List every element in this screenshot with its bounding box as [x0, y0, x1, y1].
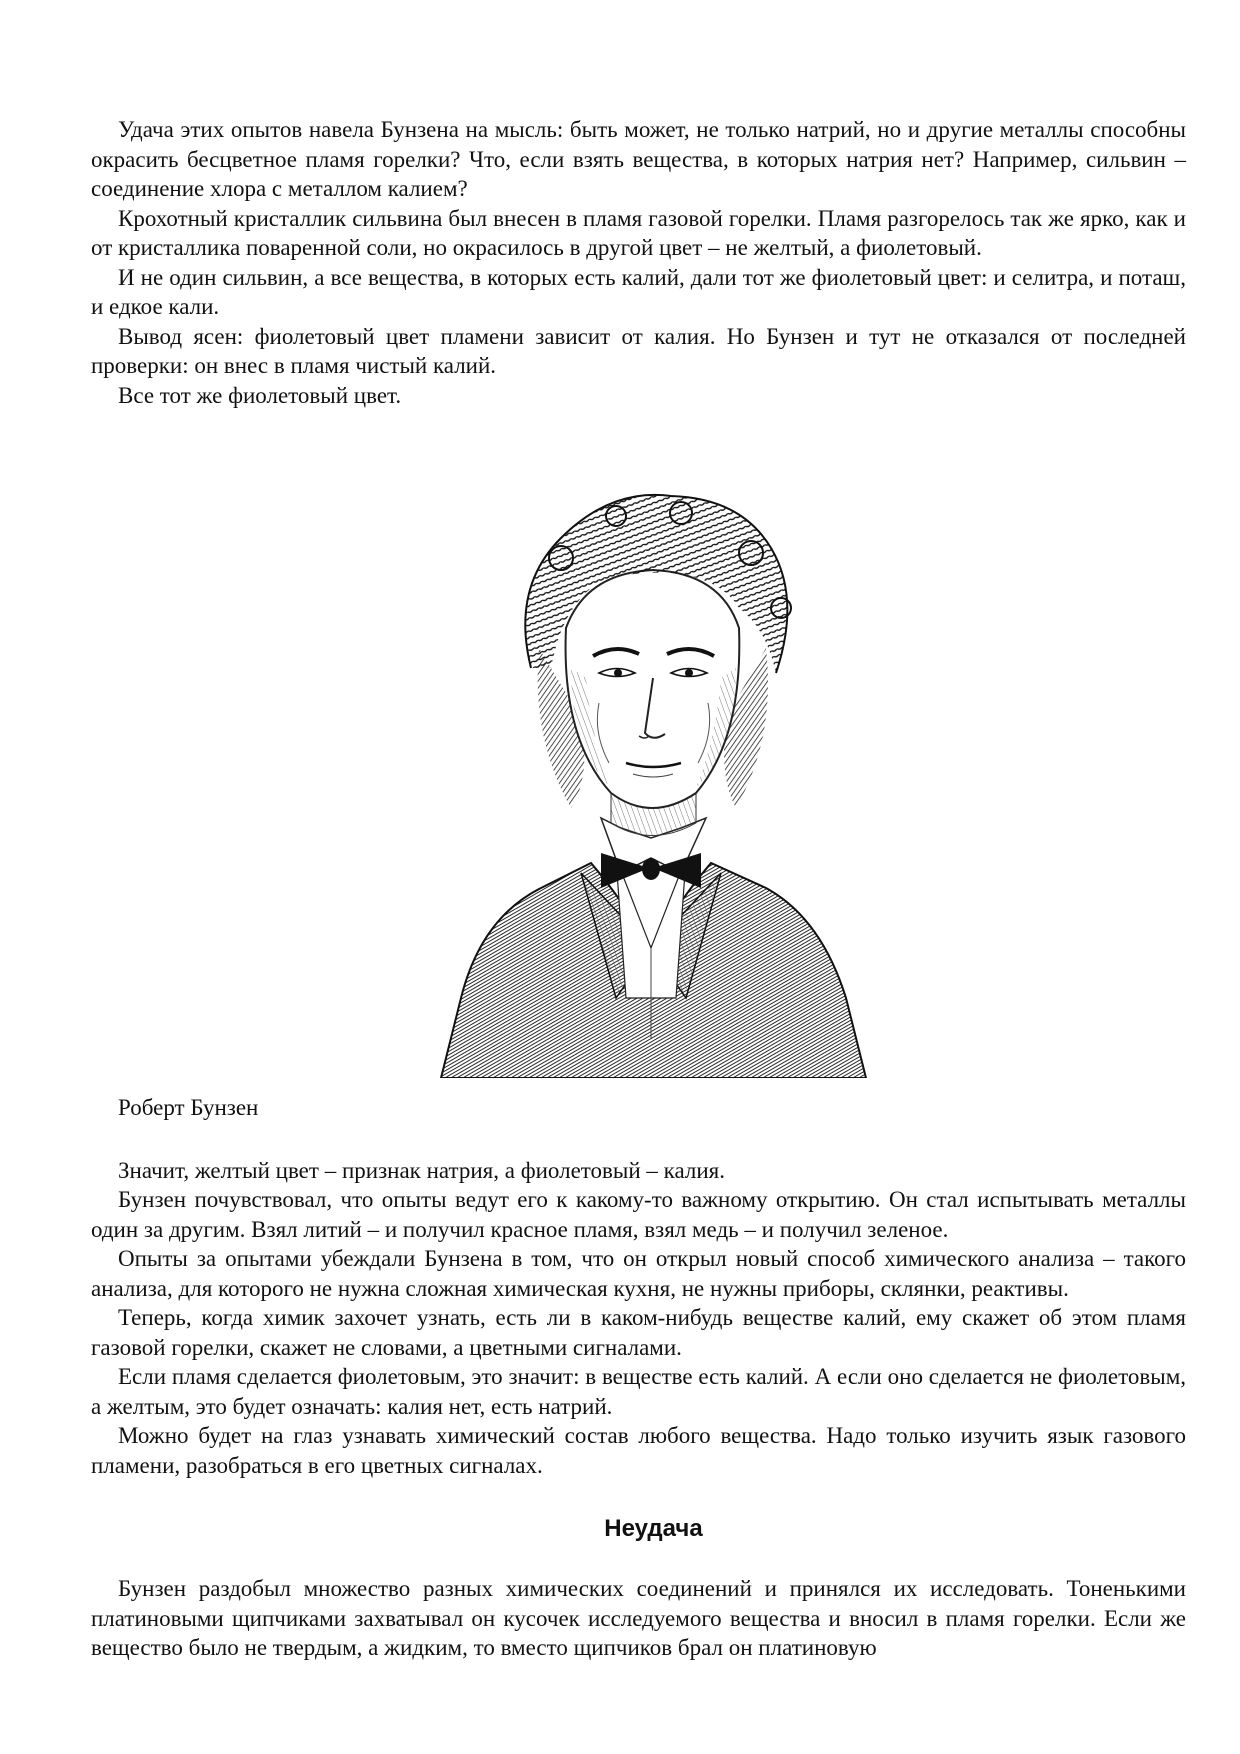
paragraph: И не один сильвин, а все вещества, в которых есть калий, дали тот же фиолетовый цвет: и селитра, и поташ, и едкое кали.: [91, 264, 1186, 319]
paragraph: Теперь, когда химик захочет узнать, есть ли в каком-нибудь веществе калий, ему скажет об этом пламя газовой горелки, скажет не словами, а цветными сигналами.: [91, 1305, 1186, 1360]
paragraph: Значит, желтый цвет – признак натрия, а фиолетовый – калия.: [118, 1157, 726, 1183]
paragraph: Крохотный кристаллик сильвина был внесен в пламя газовой горелки. Пламя разгорелось так же ярко, как и от кристаллика поваренной соли, но окрасилось в другой цвет – не желтый, а фиолетовый.: [91, 205, 1186, 260]
paragraph: Вывод ясен: фиолетовый цвет пламени зависит от калия. Но Бунзен и тут не отказался от последней проверки: он внес в пламя чистый калий.: [91, 323, 1186, 378]
paragraph: Можно будет на глаз узнавать химический состав любого вещества. Надо только изучить язык газового пламени, разобраться в его цветных сигналах.: [91, 1423, 1186, 1478]
bunsen-portrait-engraving: [421, 478, 881, 1078]
paragraph: Удача этих опытов навела Бунзена на мысль: быть может, не только натрий, но и другие металлы способны окрасить бесцветное пламя горелки? Что, если взять вещества, в которых натрия нет? Например, сильвин – соединение хлора с металлом калием?: [91, 117, 1186, 201]
section-heading: Неудача: [604, 1515, 703, 1542]
text-section-intro: [91, 115, 1186, 410]
paragraph: Бунзен почувствовал, что опыты ведут его к какому-то важному открытию. Он стал испытывать металлы один за другим. Взял литий – и получил красное пламя, взял медь – и получил зеленое.: [91, 1187, 1186, 1242]
figure-caption: Роберт Бунзен: [118, 1095, 259, 1120]
text-section-conclusion: [91, 1156, 1186, 1481]
text-section-failure: [91, 1574, 1186, 1663]
paragraph: Все тот же фиолетовый цвет.: [118, 382, 402, 408]
document-page: [91, 115, 1186, 1663]
paragraph: Если пламя сделается фиолетовым, это значит: в веществе есть калий. А если оно сделается не фиолетовым, а желтым, это будет означать: калия нет, есть натрий.: [91, 1364, 1186, 1419]
paragraph: Бунзен раздобыл множество разных химических соединений и принялся их исследовать. Тоненькими платиновыми щипчиками захватывал он кусочек исследуемого вещества и вносил в пламя горелки. Если же вещество было не твердым, а жидким, то вместо щипчиков брал он платиновую: [91, 1576, 1186, 1660]
figure: [91, 438, 1186, 1078]
paragraph: Опыты за опытами убеждали Бунзена в том, что он открыл новый способ химического анализа – такого анализа, для которого не нужна сложная химическая кухня, не нужны приборы, склянки, реактивы.: [91, 1246, 1186, 1301]
